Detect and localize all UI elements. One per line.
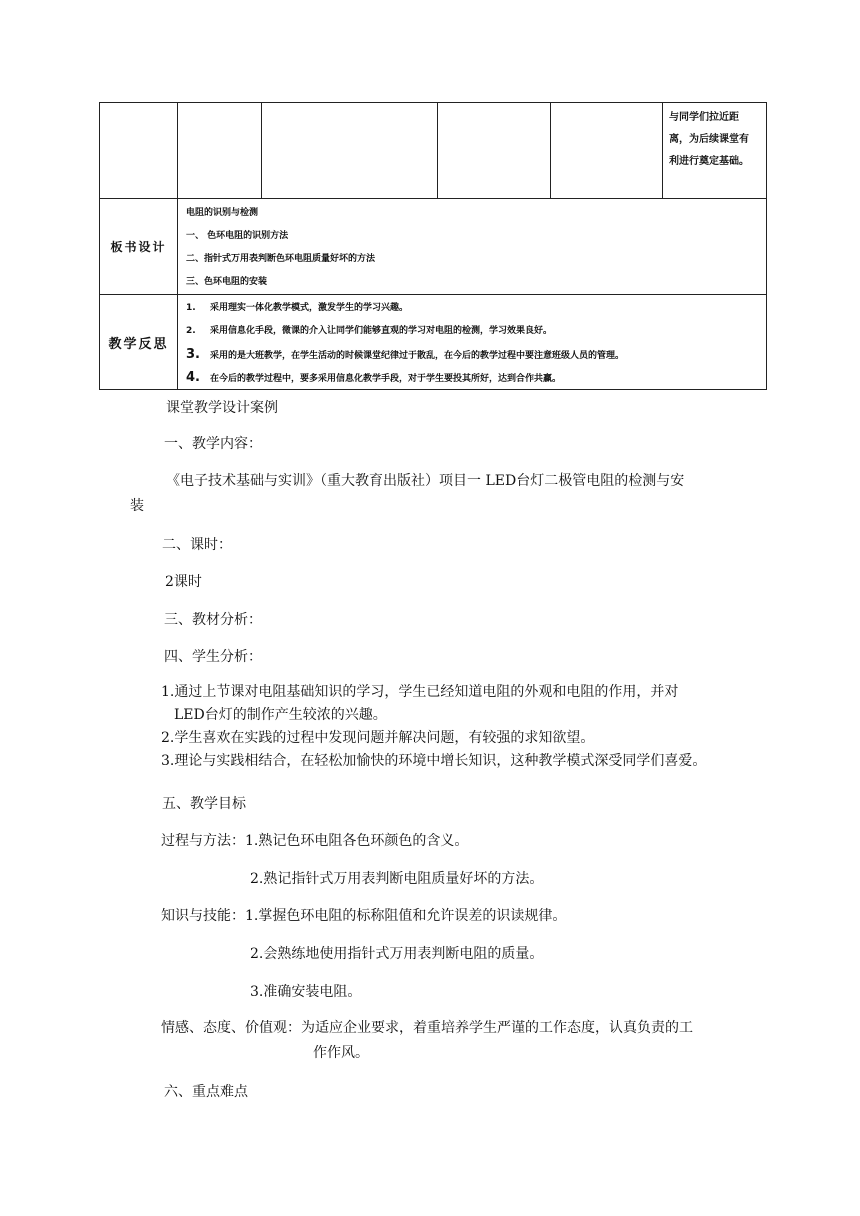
goal-item: 2.会熟练地使用指针式万用表判断电阻的质量。: [250, 946, 544, 962]
note-line: 利进行奠定基础。: [669, 156, 749, 167]
reflection-item: [186, 320, 766, 343]
board-line: 电阻的识别与检测: [186, 208, 259, 218]
document-title: 课堂教学设计案例: [166, 400, 278, 416]
student-analysis-item: 1.通过上节课对电阻基础知识的学习，学生已经知道电阻的外观和电阻的作用，并对: [161, 684, 679, 700]
table-cell: [178, 103, 262, 199]
reflection-item: [186, 343, 766, 366]
table-cell: [551, 103, 663, 199]
section-heading: 三、教材分析：: [164, 612, 262, 628]
board-line: 一、 色环电阻的识别方法: [186, 231, 289, 241]
note-line: 离，为后续课堂有: [669, 134, 749, 145]
reflection-label: 教学反思: [100, 295, 178, 390]
board-line: 二、指针式万用表判断色环电阻质量好坏的方法: [186, 254, 376, 264]
hours-text: 2课时: [165, 574, 202, 590]
content-text: 装: [130, 498, 144, 514]
goal-item: 作作风。: [313, 1045, 369, 1061]
goal-item: 2.熟记指针式万用表判断电阻质量好坏的方法。: [250, 871, 544, 887]
item-text: 采用理实一体化教学模式，激发学生的学习兴趣。: [210, 303, 409, 313]
goal-item: 为适应企业要求，着重培养学生严谨的工作态度，认真负责的工: [301, 1020, 693, 1036]
item-text: 在今后的教学过程中，要多采用信息化教学手段，对于学生要投其所好，达到合作共赢。: [210, 374, 562, 384]
board-design-label: 板书设计: [100, 199, 178, 295]
table-cell: [262, 103, 438, 199]
goal-item: 3.准确安装电阻。: [250, 984, 362, 1000]
goal-label: 过程与方法：: [161, 833, 245, 849]
item-number: 3.: [186, 347, 200, 362]
section-heading: 六、重点难点: [164, 1084, 248, 1100]
goal-item: 1.熟记色环电阻各色环颜色的含义。: [245, 833, 469, 849]
table-cell: [100, 103, 178, 199]
content-text: 《电子技术基础与实训》（重大教育出版社）项目一 LED台灯二极管电阻的检测与安: [166, 473, 685, 489]
item-number: 2.: [186, 326, 196, 336]
item-text: 采用的是大班教学，在学生活动的时候课堂纪律过于散乱，在今后的教学过程中要注意班级人员的管理。: [210, 351, 625, 361]
board-design-content: [178, 199, 767, 295]
student-analysis-item: 2.学生喜欢在实践的过程中发现问题并解决问题，有较强的求知欲望。: [161, 730, 595, 746]
goal-item: 1.掌握色环电阻的标称阻值和允许误差的识读规律。: [245, 908, 567, 924]
item-number: 1.: [186, 303, 196, 313]
item-number: 4.: [186, 370, 200, 385]
section-heading: 二、课时：: [162, 537, 232, 553]
section-heading: 一、教学内容：: [164, 436, 262, 452]
board-line: 三、色环电阻的安装: [186, 277, 268, 287]
reflection-item: [186, 366, 766, 389]
lesson-table: [99, 102, 767, 390]
section-heading: 四、学生分析：: [164, 649, 262, 665]
reflection-row: [100, 295, 767, 390]
section-heading: 五、教学目标: [162, 796, 246, 812]
table-row: [100, 103, 767, 199]
board-design-row: [100, 199, 767, 295]
reflection-item: [186, 297, 766, 320]
student-analysis-item: LED台灯的制作产生较浓的兴趣。: [174, 707, 387, 723]
table-cell-note: [663, 103, 767, 199]
note-line: 与同学们拉近距: [669, 112, 739, 123]
item-text: 采用信息化手段，微课的介入让同学们能够直观的学习对电阻的检测，学习效果良好。: [210, 326, 553, 336]
reflection-content: [178, 295, 767, 390]
goal-label: 知识与技能：: [161, 908, 245, 924]
table-cell: [438, 103, 551, 199]
student-analysis-item: 3.理论与实践相结合，在轻松加愉快的环境中增长知识，这种教学模式深受同学们喜爱。: [161, 753, 707, 769]
goal-label: 情感、态度、价值观：: [161, 1020, 301, 1036]
